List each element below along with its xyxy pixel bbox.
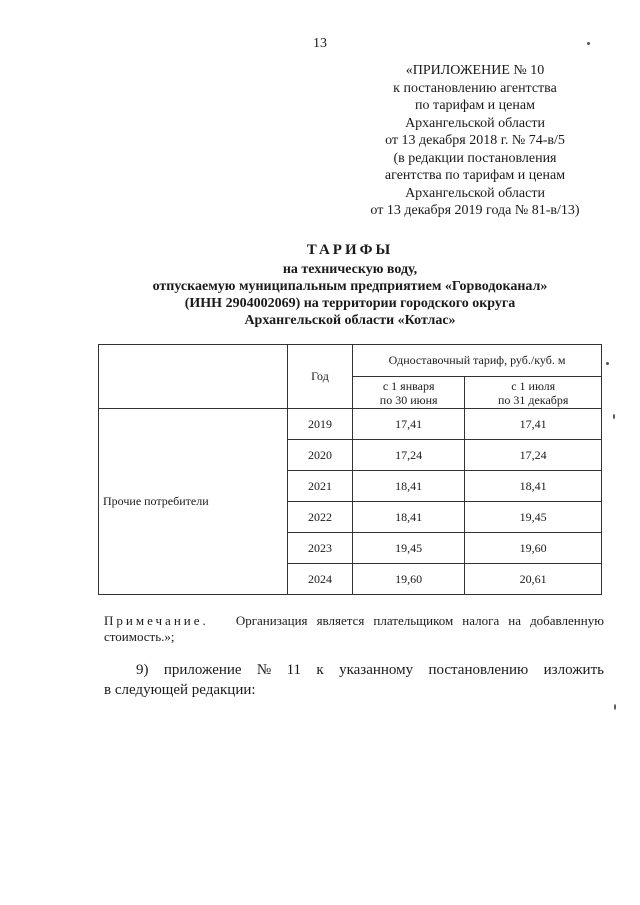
year-cell: 2021 xyxy=(288,471,353,502)
tariff-h1-cell: 17,41 xyxy=(353,409,465,440)
tariff-h2-cell: 20,61 xyxy=(465,564,602,595)
appendix-line: (в редакции постановления xyxy=(393,150,557,166)
paragraph-word: указанному xyxy=(339,662,414,678)
note-label: Примечание. xyxy=(104,613,209,628)
paragraph-word: 11 xyxy=(286,662,302,678)
tariff-h2-cell: 17,41 xyxy=(465,409,602,440)
paragraph-word: приложение xyxy=(163,662,242,678)
tariff-h1-cell: 17,24 xyxy=(353,440,465,471)
period1-to: по 30 июня xyxy=(379,392,438,407)
paragraph-word: № xyxy=(256,662,272,678)
consumer-category: Прочие потребители xyxy=(99,409,288,595)
paragraph-line-1 xyxy=(104,660,604,680)
year-cell: 2019 xyxy=(288,409,353,440)
period1-from: с 1 января xyxy=(382,378,435,393)
tariff-h2-cell: 19,60 xyxy=(465,533,602,564)
tariff-h1-cell: 19,45 xyxy=(353,533,465,564)
tariff-table xyxy=(98,344,602,595)
period2-from: с 1 июля xyxy=(511,378,556,393)
appendix-line: по тарифам и ценам xyxy=(415,98,535,113)
note-line-2: стоимость.»; xyxy=(104,629,175,644)
appendix-line: от 13 декабря 2018 г. № 74-в/5 xyxy=(385,133,565,148)
scan-speck xyxy=(614,704,616,710)
amendment-paragraph xyxy=(104,660,604,700)
tariff-h2-cell: 17,24 xyxy=(465,440,602,471)
year-cell: 2024 xyxy=(288,564,353,595)
appendix-line: «ПРИЛОЖЕНИЕ № 10 xyxy=(405,63,545,78)
appendix-line: от 13 декабря 2019 года № 81-в/13) xyxy=(370,203,580,218)
title-line: (ИНН 2904002069) на территории городского округа xyxy=(184,296,516,311)
consumer-header-cell xyxy=(99,345,288,409)
appendix-header xyxy=(350,62,600,220)
period2-header xyxy=(465,377,602,409)
appendix-line: агентства по тарифам и ценам xyxy=(384,168,566,183)
tariff-h2-cell: 18,41 xyxy=(465,471,602,502)
note-word: налога xyxy=(462,613,500,628)
tariff-h2-cell: 19,45 xyxy=(465,502,602,533)
year-header: Год xyxy=(288,345,353,409)
paragraph-word: 9) xyxy=(136,662,149,678)
table-row xyxy=(99,409,602,440)
tariff-header: Одноставочный тариф, руб./куб. м xyxy=(353,345,602,377)
year-cell: 2020 xyxy=(288,440,353,471)
table-header-row xyxy=(99,345,602,377)
scan-speck xyxy=(613,414,615,419)
scan-speck xyxy=(606,362,609,365)
title-line: отпускаемую муниципальным предприятием «Горводоканал» xyxy=(152,279,548,294)
note-block xyxy=(104,613,604,645)
document-title xyxy=(80,242,620,329)
scan-speck xyxy=(587,42,590,45)
period2-to: по 31 декабря xyxy=(497,392,569,407)
appendix-line: Архангельской области xyxy=(405,185,545,201)
note-line-1 xyxy=(104,613,604,629)
tariff-h1-cell: 19,60 xyxy=(353,564,465,595)
tariff-h1-cell: 18,41 xyxy=(353,502,465,533)
paragraph-line-2: в следующей редакции: xyxy=(104,682,256,698)
year-cell: 2023 xyxy=(288,533,353,564)
title-line: Архангельской области «Котлас» xyxy=(244,313,456,328)
appendix-line: Архангельской области xyxy=(405,115,545,131)
title-heading: ТАРИФЫ xyxy=(306,242,394,258)
paragraph-word: постановлению xyxy=(428,662,529,678)
note-word: добавленную xyxy=(530,613,604,628)
appendix-line: к постановлению агентства xyxy=(393,80,557,96)
title-line: на техническую воду, xyxy=(282,262,418,277)
paragraph-word: к xyxy=(316,662,324,678)
year-cell: 2022 xyxy=(288,502,353,533)
tariff-h1-cell: 18,41 xyxy=(353,471,465,502)
period1-header xyxy=(353,377,465,409)
note-word: является xyxy=(316,613,365,628)
note-word: плательщиком xyxy=(373,613,454,628)
note-word: Организация xyxy=(235,613,308,628)
page-number: 13 xyxy=(313,36,327,51)
note-word: на xyxy=(508,613,522,628)
paragraph-word: изложить xyxy=(543,662,604,678)
